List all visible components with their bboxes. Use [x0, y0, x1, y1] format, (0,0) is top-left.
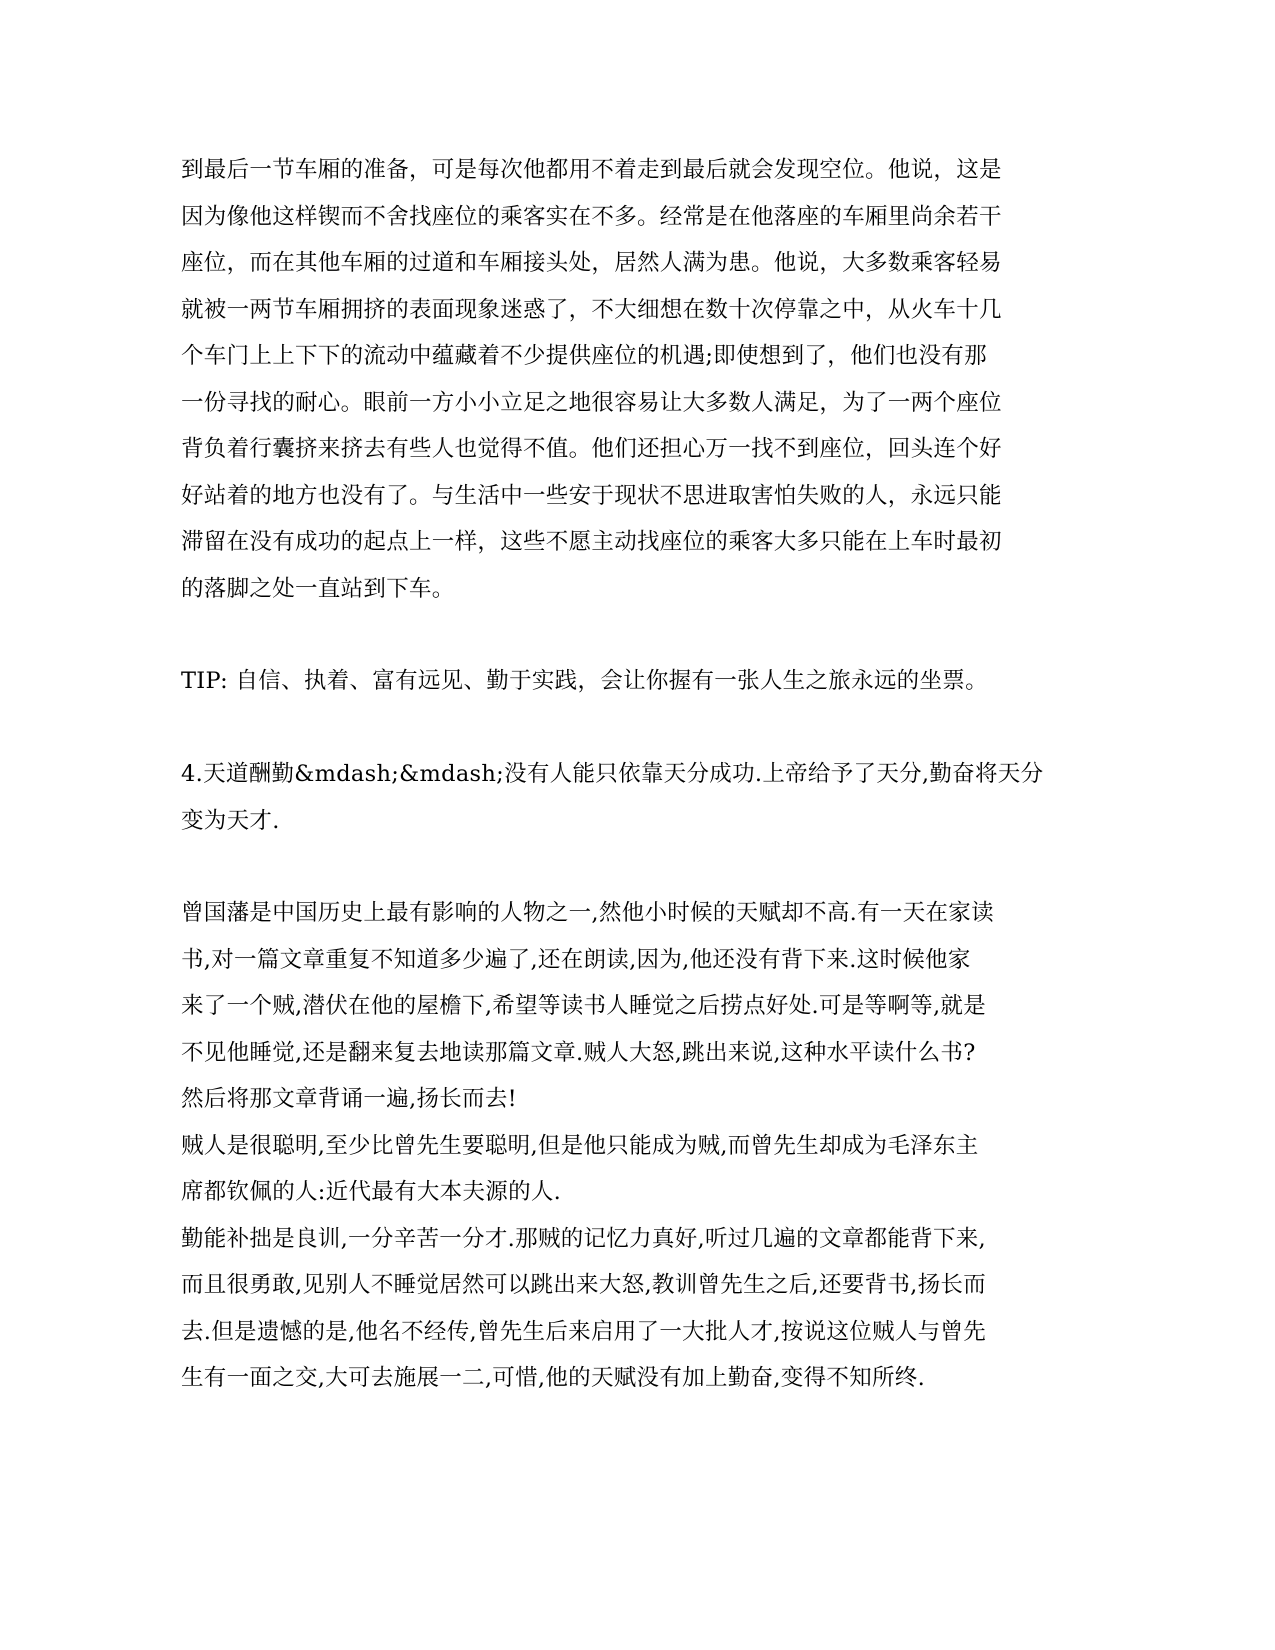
paragraph-seat-story: [181, 147, 1081, 612]
text-line: 曾国藩是中国历史上最有影响的人物之一,然他小时候的天赋却不高.有一天在家读: [181, 900, 994, 926]
text-line: 好站着的地方也没有了。与生活中一些安于现状不思进取害怕失败的人，永远只能: [181, 482, 1002, 509]
text-line: TIP: 自信、执着、富有远见、勤于实践，会让你握有一张人生之旅永远的坐票。: [181, 668, 988, 694]
text-line: 因为像他这样锲而不舍找座位的乘客实在不多。经常是在他落座的车厢里尚余若干: [181, 203, 1002, 230]
text-line: 生有一面之交,大可去施展一二,可惜,他的天赋没有加上勤奋,变得不知所终.: [181, 1365, 926, 1391]
text-line: 而且很勇敢,见别人不睡觉居然可以跳出来大怒,教训曾先生之后,还要背书,扬长而: [181, 1272, 987, 1298]
text-line: 席都钦佩的人:近代最有大本夫源的人.: [181, 1179, 562, 1205]
text-line: 勤能补拙是良训,一分辛苦一分才.那贼的记忆力真好,听过几遍的文章都能背下来,: [181, 1225, 987, 1252]
text-line: 座位，而在其他车厢的过道和车厢接头处，居然人满为患。他说，大多数乘客轻易: [181, 250, 1002, 276]
text-line: 贼人是很聪明,至少比曾先生要聪明,但是他只能成为贼,而曾先生却成为毛泽东主: [181, 1132, 979, 1159]
text-line: 到最后一节车厢的准备，可是每次他都用不着走到最后就会发现空位。他说，这是: [181, 157, 1002, 183]
text-line: 去.但是遗憾的是,他名不经传,曾先生后来启用了一大批人才,按说这位贼人与曾先: [181, 1318, 987, 1345]
text-line: 滞留在没有成功的起点上一样，这些不愿主动找座位的乘客大多只能在上车时最初: [181, 529, 1002, 555]
text-line: 来了一个贼,潜伏在他的屋檐下,希望等读书人睡觉之后捞点好处.可是等啊等,就是: [181, 993, 987, 1019]
text-line: 书,对一篇文章重复不知道多少遍了,还在朗读,因为,他还没有背下来.这时候他家: [181, 946, 971, 973]
text-line: 不见他睡觉,还是翻来复去地读那篇文章.贼人大怒,跳出来说,这种水平读什么书?: [181, 1039, 976, 1066]
section-heading-4: [181, 751, 1081, 844]
text-line: 变为天才.: [181, 807, 280, 834]
text-line: 背负着行囊挤来挤去有些人也觉得不值。他们还担心万一找不到座位，回头连个好: [181, 436, 1002, 462]
text-line: 一份寻找的耐心。眼前一方小小立足之地很容易让大多数人满足，为了一两个座位: [181, 389, 1002, 416]
text-line: 4.天道酬勤&mdash;&mdash;没有人能只依靠天分成功.上帝给予了天分,勤奋将天分: [181, 761, 1044, 787]
text-line: 个车门上上下下的流动中蕴藏着不少提供座位的机遇;即使想到了，他们也没有那: [181, 343, 987, 369]
paragraph-zeng-guofan: [181, 890, 1081, 1402]
text-line: 就被一两节车厢拥挤的表面现象迷惑了，不大细想在数十次停靠之中，从火车十几: [181, 296, 1002, 323]
text-line: 的落脚之处一直站到下车。: [181, 575, 455, 602]
tip-paragraph: [181, 658, 1081, 705]
text-line: 然后将那文章背诵一遍,扬长而去!: [181, 1086, 517, 1112]
